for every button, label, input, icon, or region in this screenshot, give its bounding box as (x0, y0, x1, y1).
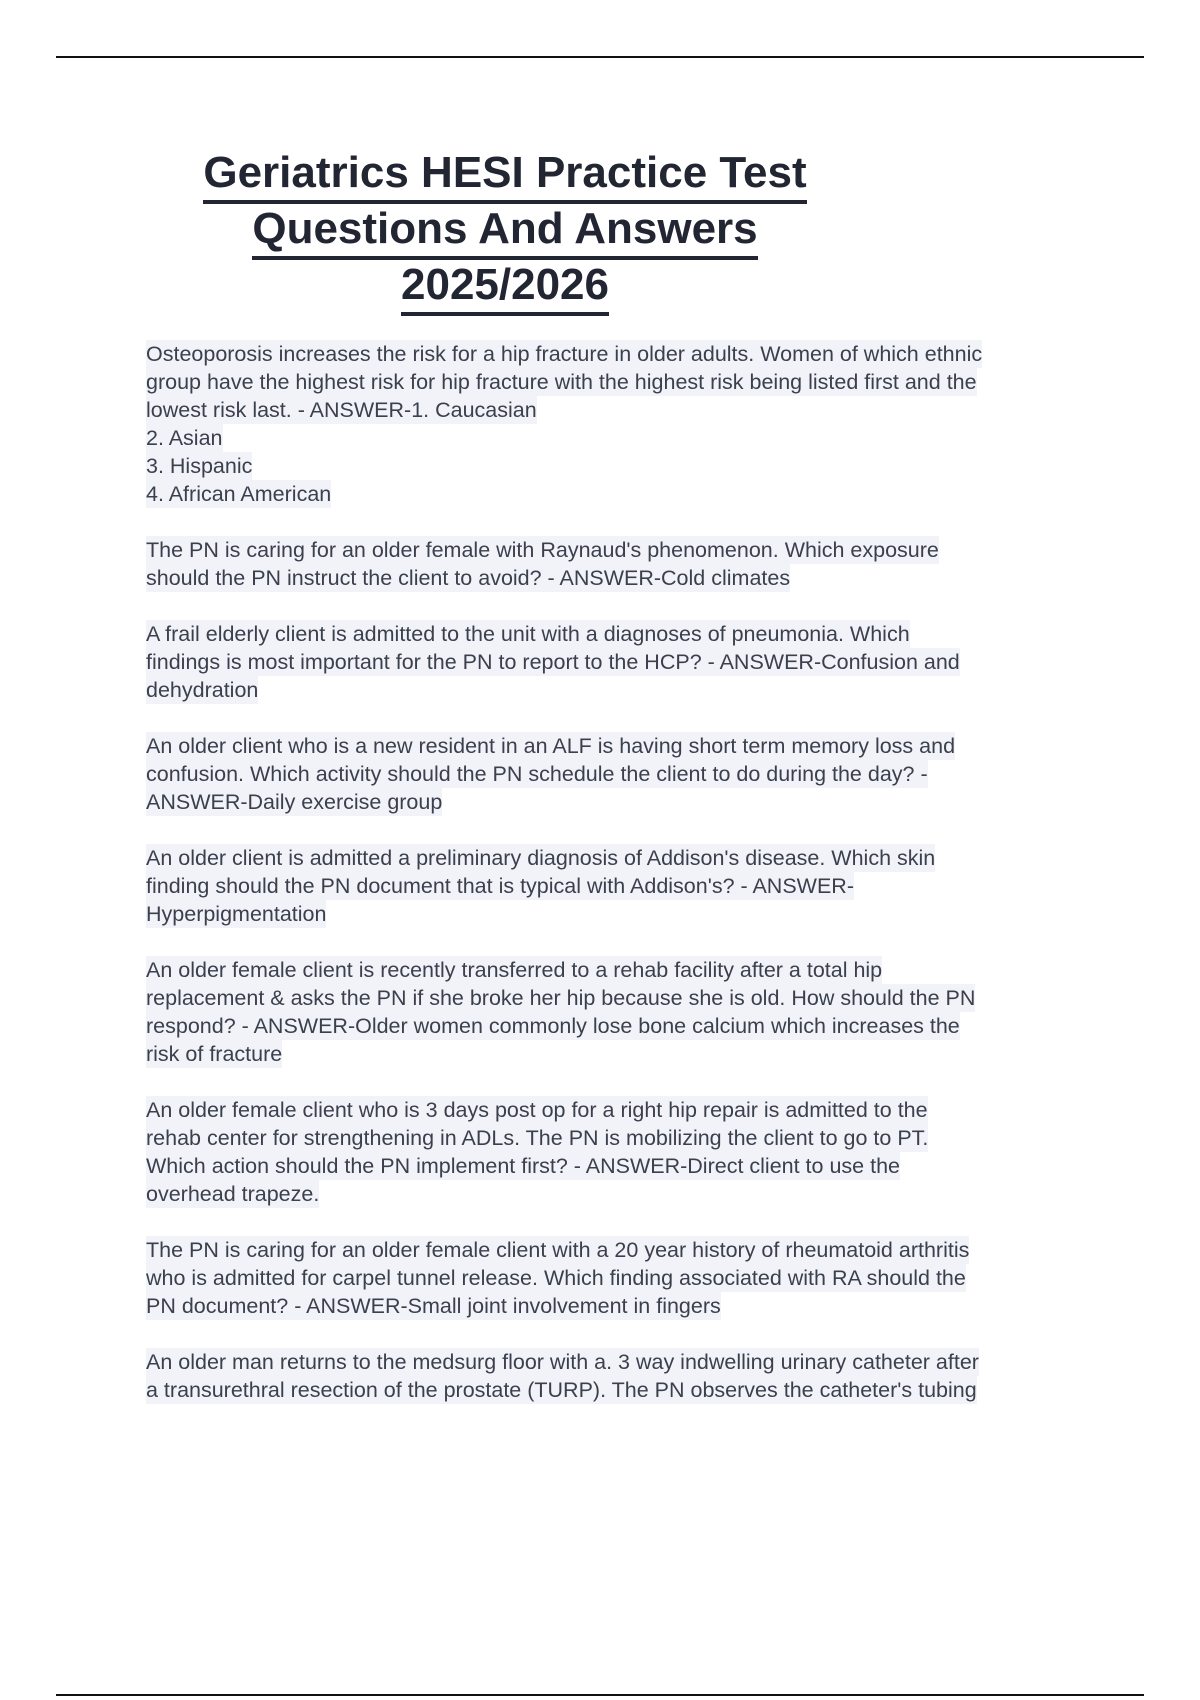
qa-text-line: The PN is caring for an older female with Raynaud's phenomenon. Which exposure (146, 538, 939, 562)
qa-text-line: group have the highest risk for hip fracture with the highest risk being listed first and the (146, 370, 977, 394)
qa-text-line: Hyperpigmentation (146, 902, 327, 926)
qa-text-line: The PN is caring for an older female client with a 20 year history of rheumatoid arthritis (146, 1238, 970, 1262)
qa-text-line: An older female client who is 3 days post op for a right hip repair is admitted to the (146, 1098, 928, 1122)
qa-text-line: risk of fracture (146, 1042, 283, 1066)
title-line-3: 2025/2026 (401, 258, 609, 316)
qa-text-line: replacement & asks the PN if she broke her hip because she is old. How should the PN (146, 986, 976, 1010)
qa-text-line: respond? - ANSWER-Older women commonly lose bone calcium which increases the (146, 1014, 960, 1038)
qa-text-line: findings is most important for the PN to report to the HCP? - ANSWER-Confusion and (146, 650, 960, 674)
qa-text-line: An older client is admitted a preliminary diagnosis of Addison's disease. Which skin (146, 846, 936, 870)
qa-list (146, 340, 1096, 1432)
qa-item (146, 1236, 1096, 1320)
qa-text-line: finding should the PN document that is typical with Addison's? - ANSWER- (146, 874, 854, 898)
bottom-divider (56, 1694, 1144, 1696)
qa-item (146, 1348, 1096, 1404)
qa-text-line: lowest risk last. - ANSWER-1. Caucasian (146, 398, 537, 422)
qa-text-line: a transurethral resection of the prostate (TURP). The PN observes the catheter's tubing (146, 1378, 977, 1402)
qa-text-line: 2. Asian (146, 426, 223, 450)
qa-text-line: An older man returns to the medsurg floor with a. 3 way indwelling urinary catheter after (146, 1350, 979, 1374)
qa-item (146, 340, 1096, 508)
document-title (150, 146, 860, 314)
title-line-2: Questions And Answers (252, 202, 757, 260)
qa-text-line: dehydration (146, 678, 259, 702)
qa-text-line: 4. African American (146, 482, 332, 506)
qa-text-line: A frail elderly client is admitted to the unit with a diagnoses of pneumonia. Which (146, 622, 910, 646)
qa-text-line: An older client who is a new resident in an ALF is having short term memory loss and (146, 734, 956, 758)
title-line-1: Geriatrics HESI Practice Test (203, 146, 806, 204)
qa-item (146, 732, 1096, 816)
qa-text-line: overhead trapeze. (146, 1182, 320, 1206)
qa-item (146, 620, 1096, 704)
qa-text-line: Osteoporosis increases the risk for a hip fracture in older adults. Women of which ethnic (146, 342, 983, 366)
qa-text-line: An older female client is recently transferred to a rehab facility after a total hip (146, 958, 883, 982)
qa-text-line: 3. Hispanic (146, 454, 253, 478)
qa-item (146, 536, 1096, 592)
top-divider (56, 56, 1144, 58)
qa-item (146, 1096, 1096, 1208)
qa-text-line: should the PN instruct the client to avoid? - ANSWER-Cold climates (146, 566, 791, 590)
qa-text-line: who is admitted for carpel tunnel release. Which finding associated with RA should the (146, 1266, 966, 1290)
qa-text-line: rehab center for strengthening in ADLs. The PN is mobilizing the client to go to PT. (146, 1126, 929, 1150)
qa-text-line: PN document? - ANSWER-Small joint involvement in fingers (146, 1294, 721, 1318)
qa-item (146, 844, 1096, 928)
qa-text-line: ANSWER-Daily exercise group (146, 790, 443, 814)
qa-text-line: Which action should the PN implement first? - ANSWER-Direct client to use the (146, 1154, 900, 1178)
qa-text-line: confusion. Which activity should the PN schedule the client to do during the day? - (146, 762, 928, 786)
qa-item (146, 956, 1096, 1068)
